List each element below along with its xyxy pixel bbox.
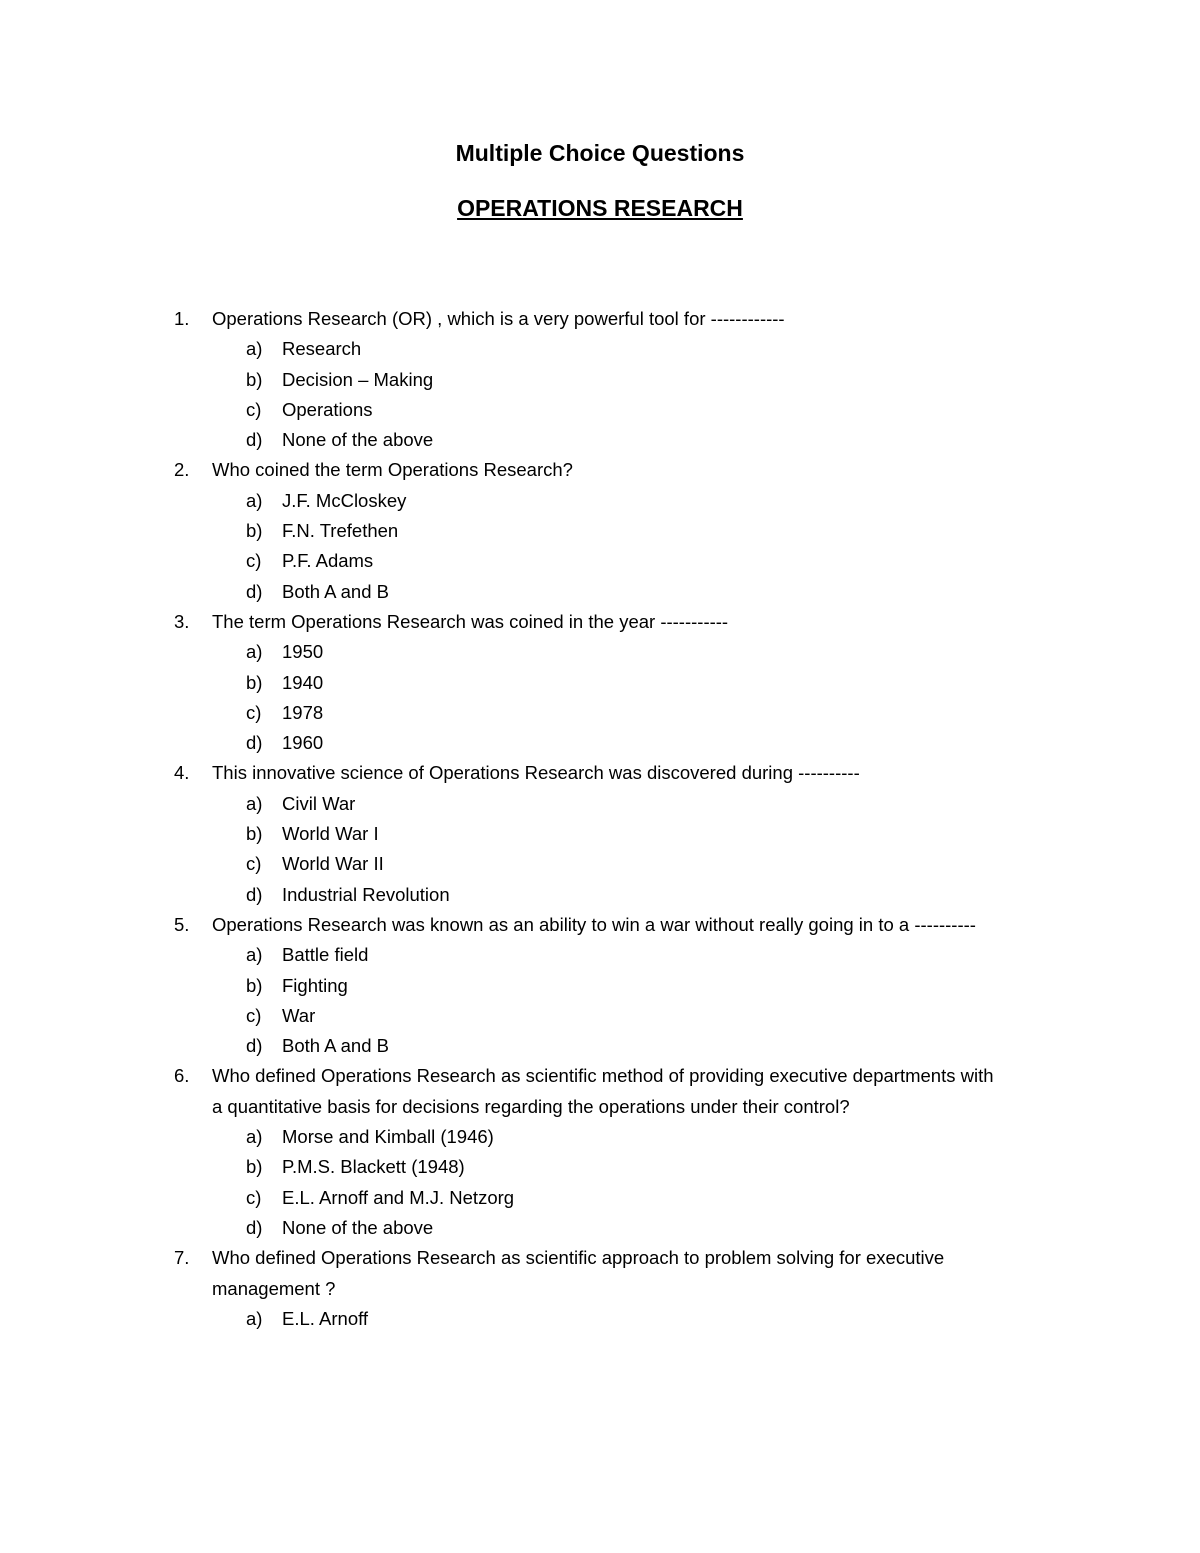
question-text: This innovative science of Operations Research was discovered during ---------- xyxy=(212,762,860,784)
question-line xyxy=(0,910,1200,940)
option-text: 1940 xyxy=(282,671,324,693)
option-letter: c) xyxy=(246,701,262,723)
option-letter: a) xyxy=(246,1126,263,1148)
option-letter: b) xyxy=(246,671,263,693)
question-list xyxy=(0,304,1200,1334)
answer-option xyxy=(0,819,1200,849)
option-text: Battle field xyxy=(282,944,369,966)
question-text: Operations Research (OR) , which is a very powerful tool for ------------ xyxy=(212,308,785,329)
answer-option xyxy=(0,971,1200,1001)
option-text: P.M.S. Blackett (1948) xyxy=(282,1156,465,1178)
question-line xyxy=(0,1243,1200,1273)
option-letter: c) xyxy=(246,853,262,875)
option-letter: b) xyxy=(246,1156,263,1178)
answer-option xyxy=(0,365,1200,395)
option-letter: a) xyxy=(246,338,263,360)
option-letter: b) xyxy=(246,823,263,845)
question-text: The term Operations Research was coined in the year ----------- xyxy=(212,610,729,632)
option-letter: d) xyxy=(246,732,263,754)
question-text: a quantitative basis for decisions regarding the operations under their control? xyxy=(212,1095,850,1117)
option-letter: b) xyxy=(246,520,263,542)
question-number: 2. xyxy=(174,459,190,481)
option-letter: c) xyxy=(246,1004,262,1026)
option-text: None of the above xyxy=(282,1216,434,1238)
question-text: Who defined Operations Research as scientific method of providing executive departments with xyxy=(212,1065,994,1087)
option-text: 1950 xyxy=(282,641,324,663)
question-text: management ? xyxy=(212,1277,336,1299)
option-text: E.L. Arnoff xyxy=(282,1307,369,1329)
answer-option xyxy=(0,425,1200,455)
page-subtitle: OPERATIONS RESEARCH xyxy=(457,195,743,221)
answer-option xyxy=(0,1213,1200,1243)
answer-option xyxy=(0,1304,1200,1334)
page-title: Multiple Choice Questions xyxy=(455,140,745,166)
option-text: Morse and Kimball (1946) xyxy=(282,1126,494,1148)
option-text: World War I xyxy=(282,823,379,845)
answer-option xyxy=(0,637,1200,667)
option-text: 1960 xyxy=(282,732,324,754)
option-text: Decision – Making xyxy=(282,368,434,390)
option-letter: a) xyxy=(246,641,263,663)
option-text: Both A and B xyxy=(282,580,389,602)
answer-option xyxy=(0,1152,1200,1182)
question-number: 1. xyxy=(174,308,190,329)
answer-option xyxy=(0,1031,1200,1061)
question-text: Operations Research was known as an ability to win a war without really going in to a ---------- xyxy=(212,913,976,935)
option-letter: b) xyxy=(246,974,263,996)
answer-option xyxy=(0,698,1200,728)
option-letter: d) xyxy=(246,1216,263,1238)
option-text: Research xyxy=(282,338,362,360)
option-text: None of the above xyxy=(282,429,434,451)
option-letter: a) xyxy=(246,489,263,511)
answer-option xyxy=(0,849,1200,879)
question-line xyxy=(0,758,1200,788)
option-text: 1978 xyxy=(282,701,324,723)
option-letter: a) xyxy=(246,944,263,966)
option-letter: d) xyxy=(246,580,263,602)
option-letter: a) xyxy=(246,792,263,814)
answer-option xyxy=(0,728,1200,758)
question-number: 6. xyxy=(174,1065,190,1087)
question-text: Who defined Operations Research as scientific approach to problem solving for executive xyxy=(212,1247,945,1269)
answer-option xyxy=(0,668,1200,698)
answer-option xyxy=(0,577,1200,607)
answer-option xyxy=(0,1183,1200,1213)
option-letter: b) xyxy=(246,368,263,390)
option-letter: a) xyxy=(246,1307,263,1329)
answer-option xyxy=(0,334,1200,364)
answer-option xyxy=(0,395,1200,425)
option-text: Both A and B xyxy=(282,1035,389,1057)
option-letter: c) xyxy=(246,1186,262,1208)
question-line xyxy=(0,607,1200,637)
option-letter: c) xyxy=(246,550,262,572)
option-letter: d) xyxy=(246,1035,263,1057)
question-number: 4. xyxy=(174,762,190,784)
answer-option xyxy=(0,1122,1200,1152)
question-number: 5. xyxy=(174,913,190,935)
question-line xyxy=(0,304,1200,334)
option-text: Operations xyxy=(282,398,373,420)
question-line xyxy=(0,1061,1200,1091)
option-text: Civil War xyxy=(282,792,356,814)
option-text: Industrial Revolution xyxy=(282,883,450,905)
answer-option xyxy=(0,516,1200,546)
answer-option xyxy=(0,880,1200,910)
option-text: F.N. Trefethen xyxy=(282,520,399,542)
option-letter: d) xyxy=(246,429,263,451)
question-number: 3. xyxy=(174,610,190,632)
option-text: E.L. Arnoff and M.J. Netzorg xyxy=(282,1186,515,1208)
question-line xyxy=(0,1092,1200,1122)
answer-option xyxy=(0,940,1200,970)
answer-option xyxy=(0,789,1200,819)
option-letter: d) xyxy=(246,883,263,905)
option-letter: c) xyxy=(246,398,262,420)
answer-option xyxy=(0,1001,1200,1031)
question-number: 7. xyxy=(174,1247,190,1269)
option-text: P.F. Adams xyxy=(282,550,374,572)
answer-option xyxy=(0,486,1200,516)
option-text: War xyxy=(282,1004,316,1026)
question-line xyxy=(0,455,1200,485)
answer-option xyxy=(0,546,1200,576)
question-line xyxy=(0,1274,1200,1304)
option-text: J.F. McCloskey xyxy=(282,489,407,511)
option-text: World War II xyxy=(282,853,384,875)
option-text: Fighting xyxy=(282,974,348,996)
question-text: Who coined the term Operations Research? xyxy=(212,459,573,481)
